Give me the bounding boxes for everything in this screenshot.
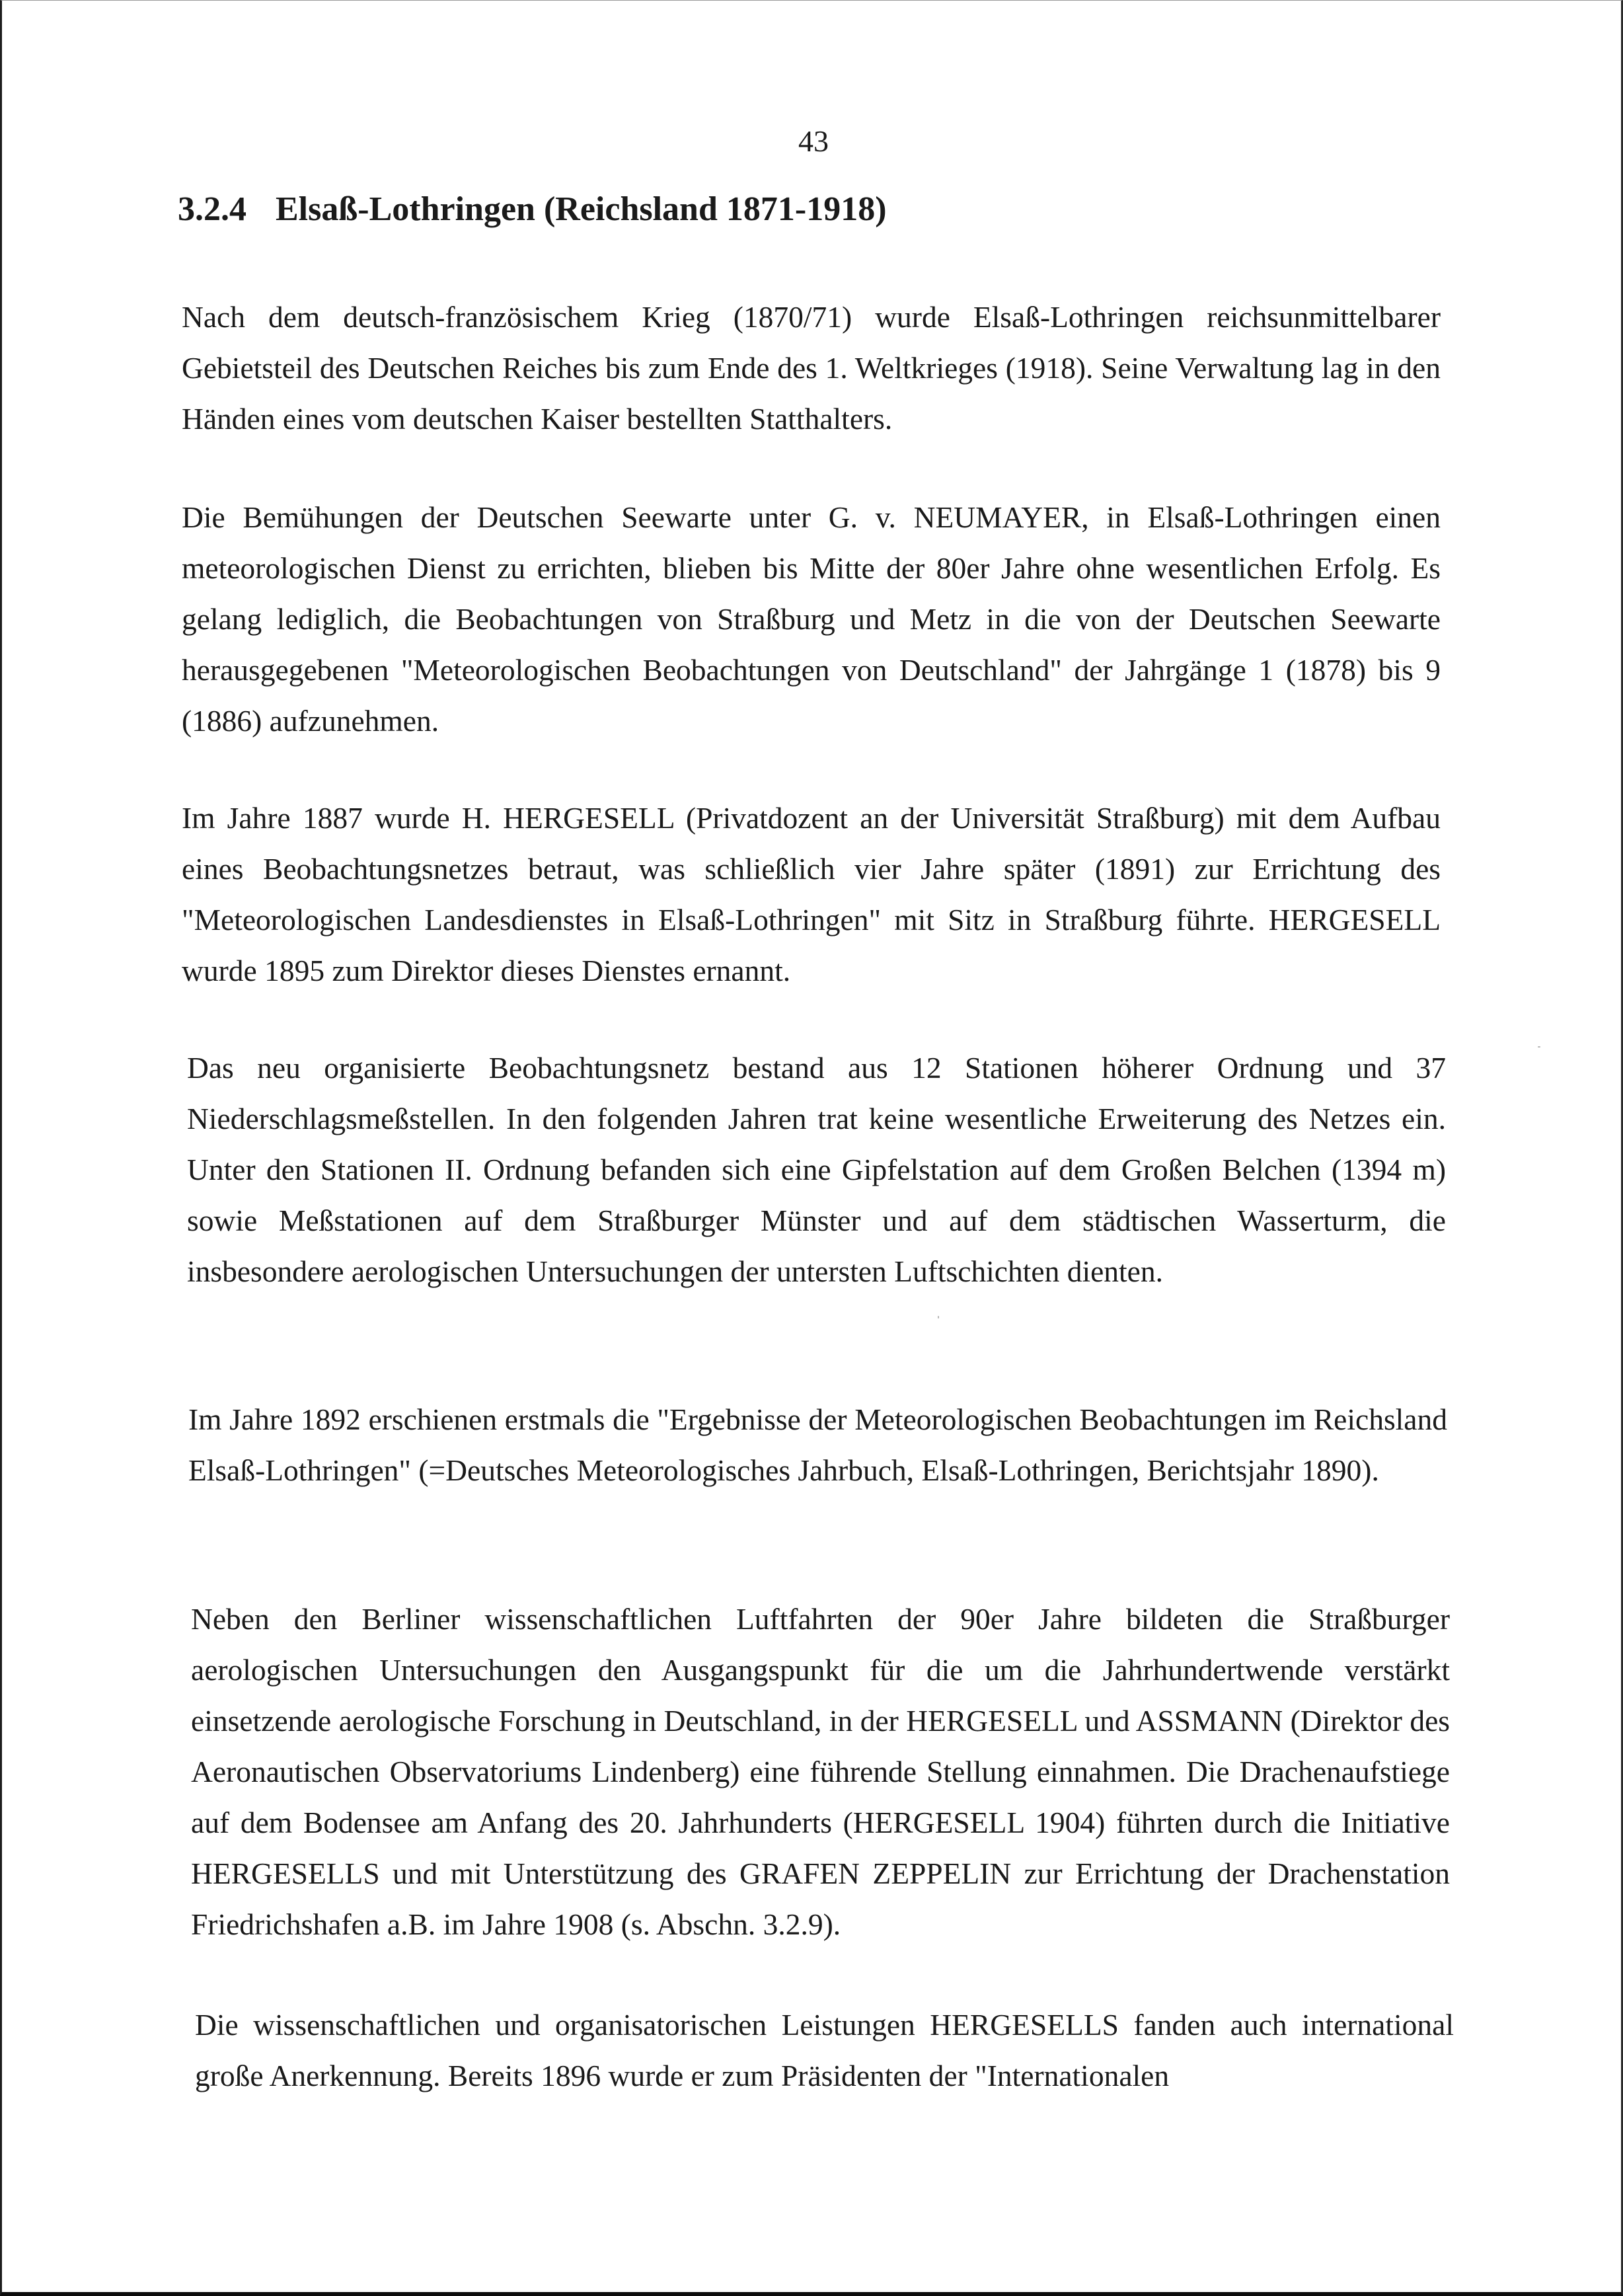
scan-speck: [1538, 1046, 1540, 1048]
paragraph: Das neu organisierte Beobachtungsnetz bestand aus 12 Stationen höherer Ordnung und 37 Niederschlagsmeßstellen. In den folgenden Jahren trat keine wesentliche Erweiterung des Netzes ein. Unter den Stationen II. Ordnung befanden sich eine Gipfelstation auf dem Großen Belchen (1394 m) sowie Meßstationen auf dem Straßburger Münster und auf dem städtischen Wasserturm, die insbesondere aerologischen Untersuchungen der untersten Luftschichten dienten.: [187, 1051, 1446, 1288]
section-heading: [178, 187, 887, 232]
paragraph: Nach dem deutsch-französischem Krieg (1870/71) wurde Elsaß-Lothringen reichsunmittelbarer Gebietsteil des Deutschen Reiches bis zum Ende des 1. Weltkrieges (1918). Seine Verwaltung lag in den Händen eines vom deutschen Kaiser bestellten Statthalters.: [182, 300, 1441, 436]
page-number: 43: [798, 124, 829, 158]
section-title: Elsaß-Lothringen (Reichsland 1871-1918): [276, 190, 887, 228]
paragraph: Neben den Berliner wissenschaftlichen Luftfahrten der 90er Jahre bildeten die Straßburger aerologischen Untersuchungen den Ausgangspunkt für die um die Jahrhundertwende verstärkt einsetzende aerologische Forschung in Deutschland, in der HERGESELL und ASSMANN (Direktor des Aeronautischen Observatoriums Lindenberg) eine führende Stellung einnahmen. Die Drachenaufstiege auf dem Bodensee am Anfang des 20. Jahrhunderts (HERGESELL 1904) führten durch die Initiative HERGESELLS und mit Unterstützung des GRAFEN ZEPPELIN zur Errichtung der Drachenstation Friedrichshafen a.B. im Jahre 1908 (s. Abschn. 3.2.9).: [191, 1602, 1450, 1941]
paragraph-continued: Die wissenschaftlichen und organisatorischen Leistungen HERGESELLS fanden auch international große Anerkennung. Bereits 1896 wurde er zum Präsidenten der "Internationalen: [195, 2008, 1454, 2092]
paragraph: Die Bemühungen der Deutschen Seewarte unter G. v. NEUMAYER, in Elsaß-Lothringen einen meteorologischen Dienst zu errichten, blieben bis Mitte der 80er Jahre ohne wesentlichen Erfolg. Es gelang lediglich, die Beobachtungen von Straßburg und Metz in die von der Deutschen Seewarte herausgegebenen "Meteorologischen Beobachtungen von Deutschland" der Jahrgänge 1 (1878) bis 9 (1886) aufzunehmen.: [182, 500, 1441, 738]
paragraph: Im Jahre 1892 erschienen erstmals die "Ergebnisse der Meteorologischen Beobachtungen im Reichsland Elsaß-Lothringen" (=Deutsches Meteorologisches Jahrbuch, Elsaß-Lothringen, Berichtsjahr 1890).: [188, 1402, 1447, 1487]
section-number: 3.2.4: [178, 190, 246, 228]
scan-speck: [938, 1316, 939, 1319]
paragraph: Im Jahre 1887 wurde H. HERGESELL (Privatdozent an der Universität Straßburg) mit dem Aufbau eines Beobachtungsnetzes betraut, was schließlich vier Jahre später (1891) zur Errichtung des "Meteorologischen Landesdienstes in Elsaß-Lothringen" mit Sitz in Straßburg führte. HERGESELL wurde 1895 zum Direktor dieses Dienstes ernannt.: [182, 801, 1441, 987]
